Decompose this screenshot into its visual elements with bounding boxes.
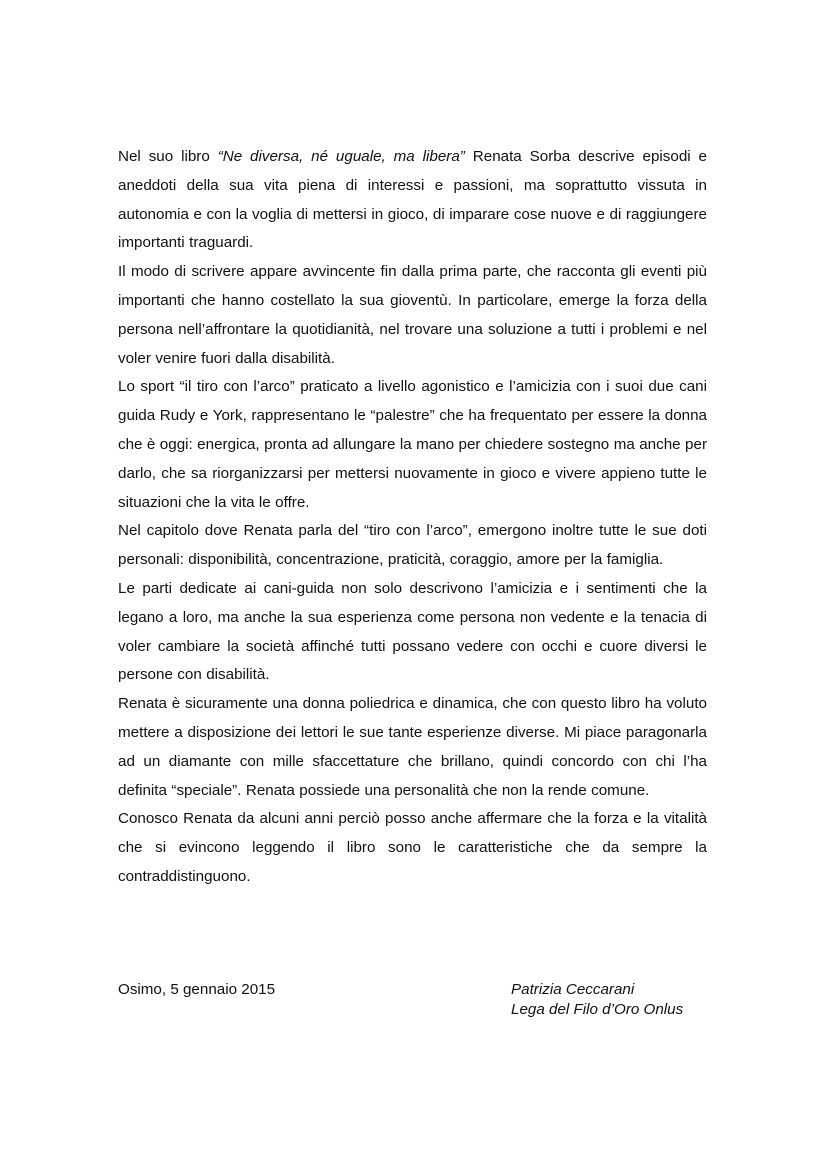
signature-block	[511, 980, 683, 1020]
intro-text-after: Renata Sorba descrive episodi e aneddoti della sua vita piena di interessi e passioni, ma soprattutto vissuta in autonomia e con la voglia di mettersi in gioco, di imparare cose nuove e di raggiungere importanti traguardi.	[118, 148, 708, 252]
paragraph-sport-and-dogs: Lo sport “il tiro con l’arco” praticato a livello agonistico e l’amicizia con i suoi due cani guida Rudy e York, rappresentano le “palestre” che ha frequentato per essere la donna che è oggi: energica, pronta ad allungare la mano per chiedere sostegno ma anche per darlo, che sa riorganizzarsi per mettersi nuovamente in gioco e vivere appieno tutte le situazioni che la vita le offre.	[118, 378, 707, 511]
paragraph-personality: Renata è sicuramente una donna poliedrica e dinamica, che con questo libro ha voluto mettere a disposizione dei lettori le sue tante esperienze diverse. Mi piace paragonarla ad un diamante con mille sfaccettature che brillano, quindi concordo con chi l’ha definita “speciale”. Renata possiede una personalità che non la rende comune.	[118, 695, 707, 799]
book-title: “Ne diversa, né uguale, ma libera”	[217, 148, 465, 165]
signature-name: Patrizia Ceccarani	[511, 981, 635, 998]
place-date: Osimo, 5 gennaio 2015	[118, 981, 276, 998]
paragraph-conclusion: Conosco Renata da alcuni anni perciò posso anche affermare che la forza e la vitalità che si evincono leggendo il libro sono le caratteristiche che da sempre la contraddistinguono.	[118, 810, 707, 885]
paragraph-archery-chapter: Nel capitolo dove Renata parla del “tiro con l’arco”, emergono inoltre tutte le sue doti personali: disponibilità, concentrazione, praticità, coraggio, amore per la famiglia.	[118, 522, 707, 569]
signature-organization: Lega del Filo d’Oro Onlus	[511, 1001, 684, 1018]
document-body	[118, 143, 707, 892]
paragraph-writing-style: Il modo di scrivere appare avvincente fin dalla prima parte, che racconta gli eventi più importanti che hanno costellato la sua gioventù. In particolare, emerge la forza della persona nell’affrontare la quotidianità, nel trovare una soluzione a tutti i problemi e nel voler venire fuori dalla disabilità.	[118, 263, 707, 367]
paragraph-intro	[118, 143, 707, 258]
intro-text-before: Nel suo libro	[118, 148, 218, 165]
paragraph-guide-dogs: Le parti dedicate ai cani-guida non solo descrivono l’amicizia e i sentimenti che la legano a loro, ma anche la sua esperienza come persona non vedente e la tenacia di voler cambiare la società affinché tutti possano vedere con occhi e cuore diversi le persone con disabilità.	[118, 579, 707, 684]
